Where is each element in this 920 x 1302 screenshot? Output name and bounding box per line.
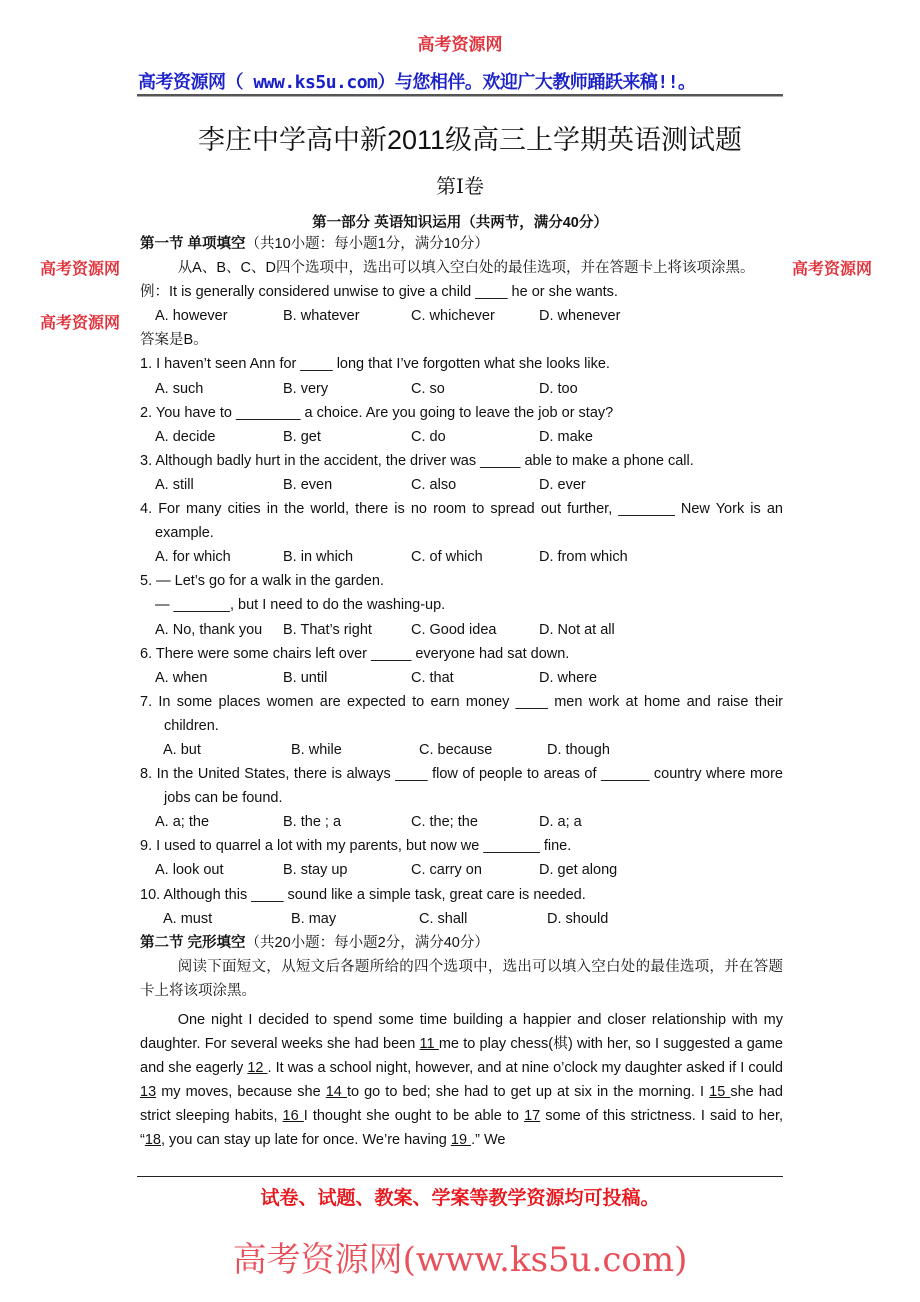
- option-a: A. a; the: [155, 814, 210, 831]
- question-stem: 3. Although badly hurt in the accident, the driver was _____ able to make a phone call.: [140, 452, 694, 469]
- question-stem: 5. — Let’s go for a walk in the garden.: [140, 573, 384, 590]
- option-b: B. while: [291, 741, 342, 758]
- option-a: A. such: [155, 380, 204, 397]
- option-c: C. also: [411, 476, 457, 493]
- example-option-c: C. whichever: [411, 308, 495, 325]
- question-options: [140, 810, 783, 834]
- option-a: A. for which: [155, 549, 231, 566]
- site-banner: 高考资源网（ www.ks5u.com）与您相伴。欢迎广大教师踊跃来稿!!。: [138, 72, 696, 93]
- question-stem: 4. For many cities in the world, there is no room to spread out further, _______ New York is an example.: [140, 501, 783, 542]
- question-stem: 10. Although this ____ sound like a simple task, great care is needed.: [140, 886, 586, 903]
- option-d: D. get along: [539, 862, 618, 879]
- section1-instruction: 从A、B、C、D四个选项中，选出可以填入空白处的最佳选项，并在答题卡上将该项涂黑。: [177, 260, 755, 277]
- option-d: D. ever: [539, 476, 586, 493]
- option-c: C. Good idea: [411, 621, 497, 638]
- option-d: D. where: [539, 669, 598, 686]
- watermark-small: 高考资源网: [40, 313, 121, 332]
- section2-title: 第二节 完形填空: [140, 934, 246, 951]
- option-d: D. though: [547, 741, 610, 758]
- option-b: B. get: [283, 428, 321, 445]
- option-d: D. a; a: [539, 814, 582, 831]
- question-options: [140, 618, 783, 642]
- question-stem: 6. There were some chairs left over _____ everyone had sat down.: [140, 645, 570, 662]
- cloze-blank: 15: [709, 1084, 731, 1101]
- option-d: D. from which: [539, 549, 628, 566]
- watermark-top: 高考资源网: [417, 35, 503, 55]
- question-options: [140, 858, 783, 882]
- option-d: D. Not at all: [539, 621, 615, 638]
- option-b: B. That’s right: [283, 621, 372, 638]
- cloze-blank: 13: [140, 1084, 157, 1101]
- example-answer: 答案是B。: [140, 332, 208, 349]
- option-b: B. stay up: [283, 862, 348, 879]
- cloze-blank: 17: [524, 1108, 541, 1125]
- question-stem-reply: — _______, but I need to do the washing-up.: [155, 597, 446, 614]
- example-option-b: B. whatever: [283, 308, 360, 325]
- option-c: C. of which: [411, 549, 483, 566]
- cloze-blank: 18: [144, 1132, 161, 1149]
- passage-text: , you can stay up late for once. We’re having: [160, 1132, 451, 1149]
- watermark-small: 高考资源网: [792, 259, 873, 278]
- cloze-passage: [140, 1008, 783, 1153]
- passage-text: I thought she ought to be able to: [303, 1108, 525, 1125]
- section1-title: 第一节 单项填空: [140, 236, 246, 252]
- passage-text: she had strict sleeping habits,: [140, 1084, 783, 1125]
- question-stem: 1. I haven’t seen Ann for ____ long that I’ve forgotten what she looks like.: [140, 356, 610, 373]
- option-a: A. but: [163, 741, 201, 758]
- cloze-blank: 11: [419, 1036, 439, 1053]
- passage-text: my moves, because she: [156, 1084, 326, 1101]
- option-c: C. shall: [419, 910, 468, 927]
- question-stem: 7. In some places women are expected to earn money ____ men work at home and raise their children.: [140, 693, 783, 734]
- section1-heading: [140, 232, 783, 256]
- exam-content: [140, 232, 783, 1153]
- cloze-blank: 19: [450, 1132, 472, 1149]
- option-d: D. should: [547, 910, 609, 927]
- option-b: B. very: [283, 380, 329, 397]
- section1-note: （共10小题：每小题1分，满分10分）: [245, 236, 489, 252]
- passage-text: .” We: [471, 1132, 506, 1149]
- question-stem: 8. In the United States, there is always ____ flow of people to areas of ______ country where more jobs can be found.: [140, 766, 783, 807]
- example-option-d: D. whenever: [539, 308, 621, 325]
- option-a: A. look out: [155, 862, 224, 879]
- option-a: A. decide: [155, 428, 216, 445]
- question-options: [140, 666, 783, 690]
- section2-heading: [140, 931, 783, 955]
- example-stem: 例：It is generally considered unwise to give a child ____ he or she wants.: [140, 284, 618, 301]
- question-options: [140, 473, 783, 497]
- volume-heading: 第Ⅰ卷: [436, 174, 484, 198]
- watermark-diagonal: 高考资源网(www.ks5u.com): [232, 1240, 688, 1280]
- option-c: C. carry on: [411, 862, 482, 879]
- option-b: B. may: [291, 910, 337, 927]
- example-options: [140, 304, 783, 328]
- watermark-small: 高考资源网: [40, 259, 121, 278]
- option-b: B. in which: [283, 549, 354, 566]
- option-c: C. so: [411, 380, 445, 397]
- cloze-blank: 12: [247, 1060, 268, 1077]
- option-c: C. the; the: [411, 814, 478, 831]
- cloze-blank: 16: [282, 1108, 304, 1125]
- option-a: A. when: [155, 669, 208, 686]
- footer-note: 试卷、试题、教案、学案等教学资源均可投稿。: [260, 1187, 660, 1209]
- section2-instruction: 阅读下面短文，从短文后各题所给的四个选项中，选出可以填入空白处的最佳选项，并在答题卡上将该项涂黑。: [140, 958, 783, 999]
- question-list: [140, 352, 783, 930]
- option-a: A. must: [163, 910, 213, 927]
- page-title: 李庄中学高中新2011级高三上学期英语测试题: [198, 125, 743, 155]
- question-options: [140, 377, 783, 401]
- option-d: D. make: [539, 428, 593, 445]
- example-option-a: A. however: [155, 308, 228, 325]
- question-stem: 2. You have to ________ a choice. Are you going to leave the job or stay?: [140, 404, 614, 421]
- question-options: [140, 545, 783, 569]
- question-options: [140, 738, 783, 762]
- part-heading: 第一部分 英语知识运用（共两节，满分40分）: [312, 215, 608, 231]
- passage-text: me to play chess(棋) with her, so I suggested a game and she eagerly: [140, 1036, 783, 1077]
- option-c: C. because: [419, 741, 493, 758]
- header-divider: [137, 94, 783, 97]
- passage-text: to go to bed; she had to get up at six in the morning. I: [346, 1084, 710, 1101]
- section2-note: （共20小题：每小题2分，满分40分）: [245, 934, 489, 951]
- option-c: C. that: [411, 669, 454, 686]
- option-b: B. the ; a: [283, 814, 342, 831]
- option-b: B. even: [283, 476, 333, 493]
- passage-text: . It was a school night, however, and at nine o’clock my daughter asked if I could: [267, 1060, 783, 1077]
- option-a: A. No, thank you: [155, 621, 263, 638]
- option-a: A. still: [155, 476, 194, 493]
- option-c: C. do: [411, 428, 446, 445]
- passage-text: some of this strictness. I said to her, “: [140, 1108, 783, 1149]
- question-stem: 9. I used to quarrel a lot with my parents, but now we _______ fine.: [140, 838, 572, 855]
- question-options: [140, 907, 783, 931]
- cloze-blank: 14: [325, 1084, 347, 1101]
- question-options: [140, 425, 783, 449]
- option-b: B. until: [283, 669, 328, 686]
- option-d: D. too: [539, 380, 578, 397]
- passage-text: One night I decided to spend some time building a happier and closer relationship with my daughter. For several weeks she had been: [140, 1012, 783, 1053]
- footer-divider: [137, 1176, 783, 1177]
